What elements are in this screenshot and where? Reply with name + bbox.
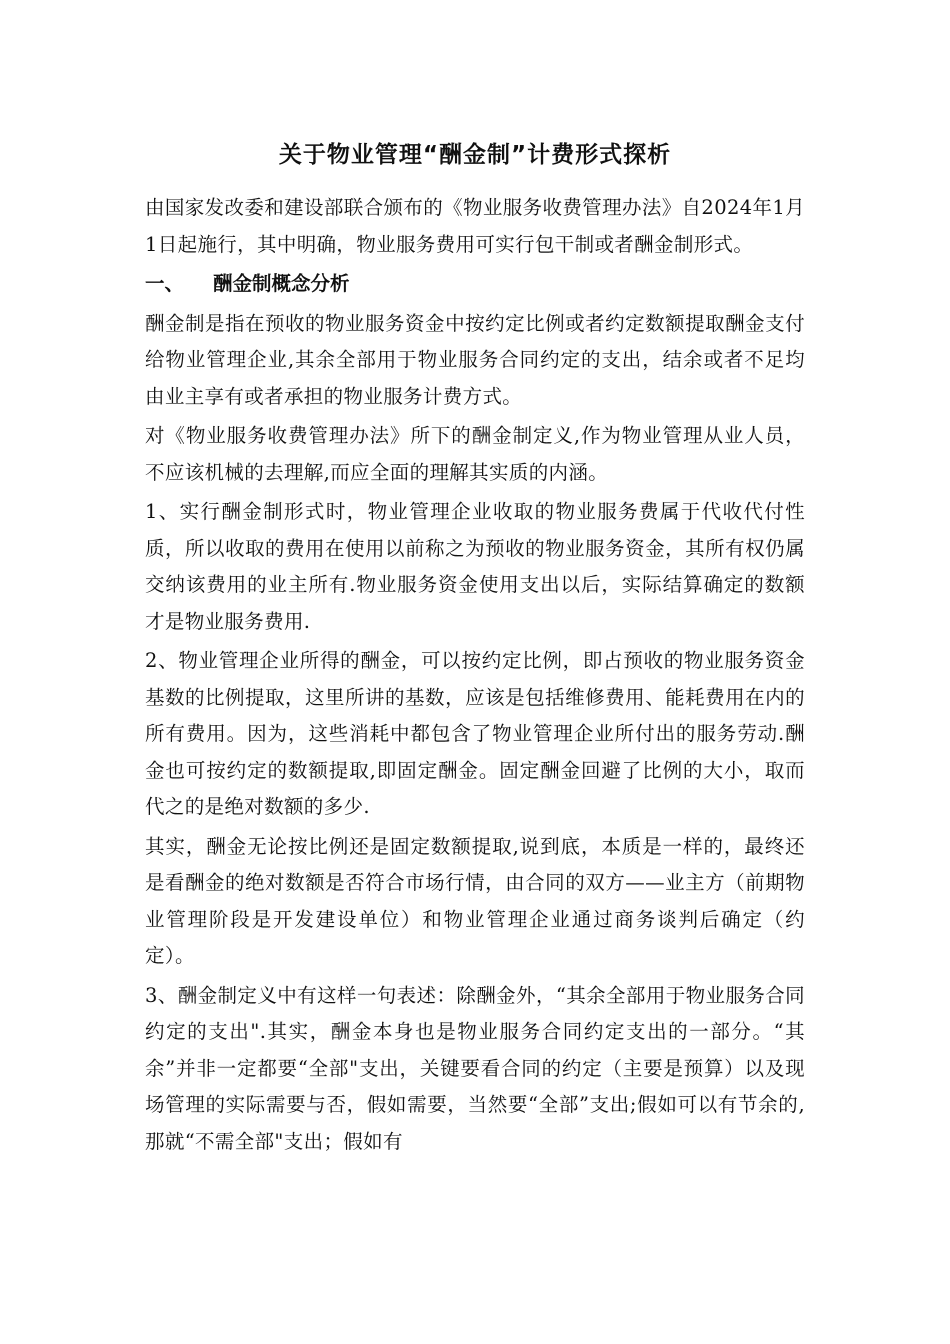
section-heading-text: 酬金制概念分析: [213, 272, 350, 295]
document-title: 关于物业管理“酬金制”计费形式探析: [278, 142, 672, 168]
document-body: [145, 190, 805, 1163]
paragraph-point-2: 2、物业管理企业所得的酬金，可以按约定比例，即占预收的物业服务资金基数的比例提取，这里所讲的基数，应该是包括维修费用、能耗费用在内的所有费用。因为，这些消耗中都包含了物业管理企业所付出的服务劳动.酬金也可按约定的数额提取,即固定酬金。固定酬金回避了比例的大小，取而代之的是绝对数额的多少.: [145, 649, 805, 818]
section-heading: [145, 266, 805, 303]
paragraph-point-3: 3、酬金制定义中有这样一句表述：除酬金外，“其余全部用于物业服务合同约定的支出".其实，酬金本身也是物业服务合同约定支出的一部分。“其余”并非一定都要“全部"支出，关键要看合同的约定（主要是预算）以及现场管理的实际需要与否，假如需要，当然要“全部”支出;假如可以有节余的,那就“不需全部"支出；假如有: [145, 983, 805, 1153]
intro-paragraph: 由国家发改委和建设部联合颁布的《物业服务收费管理办法》自2024年1月1日起施行，其中明确，物业服务费用可实行包干制或者酬金制形式。: [145, 196, 805, 256]
paragraph-essence: 其实，酬金无论按比例还是固定数额提取,说到底，本质是一样的，最终还是看酬金的绝对数额是否符合市场行情，由合同的双方——业主方（前期物业管理阶段是开发建设单位）和物业管理企业通过商务谈判后确定（约定）。: [145, 834, 805, 967]
paragraph-point-1: 1、实行酬金制形式时，物业管理企业收取的物业服务费属于代收代付性质，所以收取的费用在使用以前称之为预收的物业服务资金，其所有权仍属交纳该费用的业主所有.物业服务资金使用支出以后，实际结算确定的数额才是物业服务费用.: [145, 500, 805, 633]
paragraph-definition: 酬金制是指在预收的物业服务资金中按约定比例或者约定数额提取酬金支付给物业管理企业,其余全部用于物业服务合同约定的支出，结余或者不足均由业主享有或者承担的物业服务计费方式。: [145, 311, 805, 408]
section-number: 一、: [145, 272, 185, 295]
paragraph-interpretation: 对《物业服务收费管理办法》所下的酬金制定义,作为物业管理从业人员，不应该机械的去理解,而应全面的理解其实质的内涵。: [145, 424, 805, 484]
